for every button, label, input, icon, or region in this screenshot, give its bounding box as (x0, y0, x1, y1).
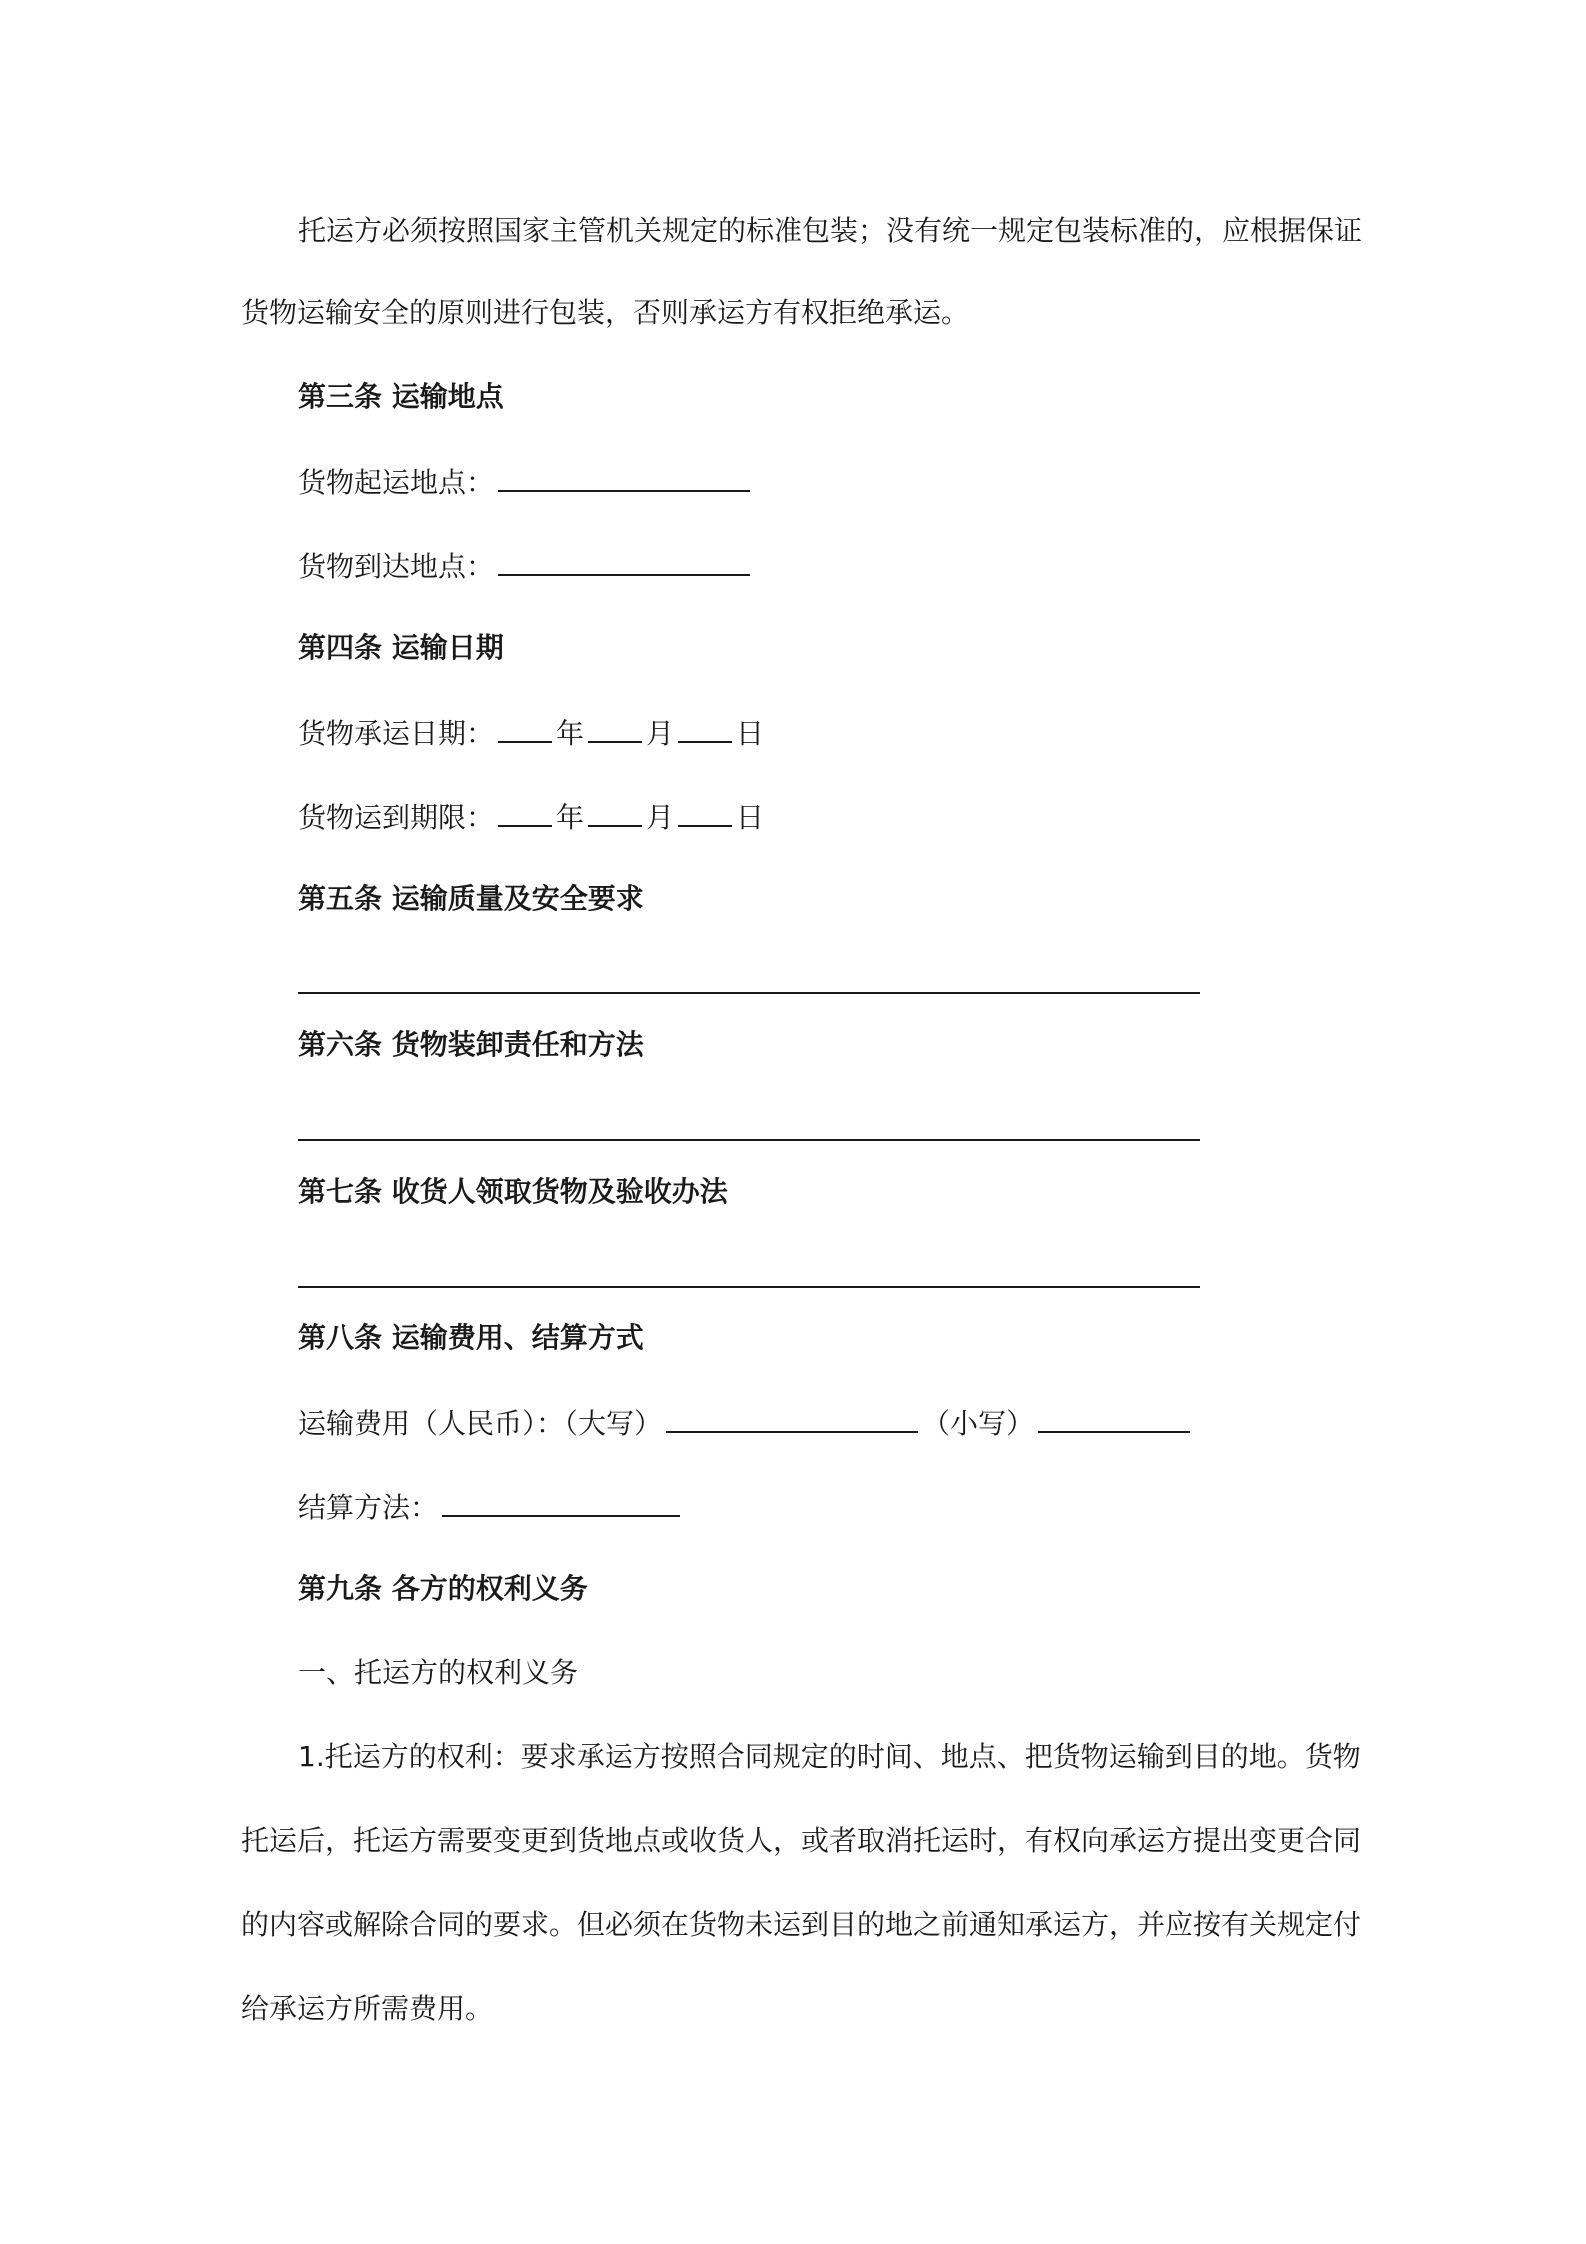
year-label: 年 (556, 717, 585, 750)
start-date-row (298, 711, 764, 754)
deadline-month-blank[interactable] (588, 795, 642, 827)
deadline-label: 货物运到期限： (298, 801, 495, 834)
paragraph-packaging-line1: 托运方必须按照国家主管机关规定的标准包装；没有统一规定包装标准的，应根据保证 (298, 214, 1363, 247)
article3-title: 第三条 运输地点 (298, 380, 504, 413)
article9-title: 第九条 各方的权利义务 (298, 1572, 588, 1605)
section-shipper-rights-heading: 一、托运方的权利义务 (298, 1656, 579, 1689)
day-label: 日 (736, 801, 765, 834)
start-month-blank[interactable] (588, 711, 642, 743)
article7-title: 第七条 收货人领取货物及验收办法 (298, 1175, 728, 1208)
fee-lowercase-blank[interactable] (1038, 1401, 1190, 1433)
article7-blank-line[interactable] (298, 1286, 1200, 1288)
article5-blank-line[interactable] (298, 992, 1200, 994)
fee-row (298, 1401, 1194, 1444)
day-label: 日 (736, 717, 765, 750)
destination-blank[interactable] (498, 544, 750, 576)
shipper-rights-line1: 1.托运方的权利：要求承运方按照合同规定的时间、地点、把货物运输到目的地。货物 (298, 1740, 1361, 1773)
deadline-year-blank[interactable] (498, 795, 552, 827)
shipper-rights-line2: 托运后，托运方需要变更到货地点或收货人，或者取消托运时，有权向承运方提出变更合同 (241, 1824, 1362, 1857)
start-year-blank[interactable] (498, 711, 552, 743)
destination-label: 货物到达地点： (298, 550, 495, 583)
fee-label: 运输费用（人民币）：（大写） (298, 1407, 663, 1440)
shipper-rights-line3: 的内容或解除合同的要求。但必须在货物未运到目的地之前通知承运方，并应按有关规定付 (241, 1908, 1362, 1941)
settlement-blank[interactable] (442, 1485, 680, 1517)
month-label: 月 (646, 717, 675, 750)
deadline-date-row (298, 795, 764, 838)
paragraph-packaging-line2: 货物运输安全的原则进行包装，否则承运方有权拒绝承运。 (241, 296, 970, 329)
article5-title: 第五条 运输质量及安全要求 (298, 882, 644, 915)
start-date-label: 货物承运日期： (298, 717, 495, 750)
article4-title: 第四条 运输日期 (298, 631, 504, 664)
fee-small-label: （小写） (922, 1407, 1035, 1440)
article6-blank-line[interactable] (298, 1139, 1200, 1141)
deadline-day-blank[interactable] (678, 795, 732, 827)
article6-title: 第六条 货物装卸责任和方法 (298, 1028, 644, 1061)
start-day-blank[interactable] (678, 711, 732, 743)
destination-field-row (298, 544, 754, 587)
year-label: 年 (556, 801, 585, 834)
origin-blank[interactable] (498, 460, 750, 492)
fee-uppercase-blank[interactable] (666, 1401, 918, 1433)
origin-label: 货物起运地点： (298, 466, 495, 499)
settlement-label: 结算方法： (298, 1491, 439, 1524)
settlement-row (298, 1485, 684, 1528)
month-label: 月 (646, 801, 675, 834)
shipper-rights-line4: 给承运方所需费用。 (241, 1992, 494, 2025)
origin-field-row (298, 460, 754, 503)
article8-title: 第八条 运输费用、结算方式 (298, 1321, 644, 1354)
